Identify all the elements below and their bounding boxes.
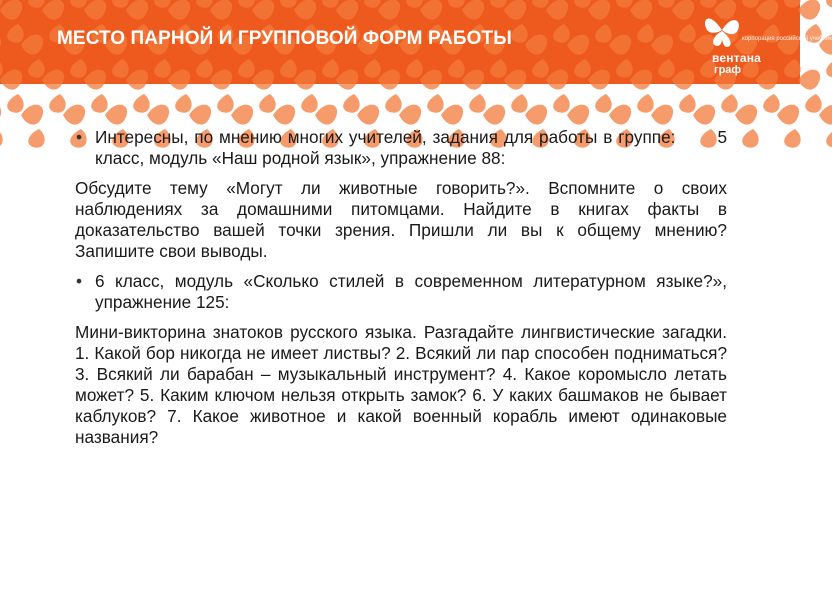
publisher-logo	[688, 6, 832, 82]
bullet-text: 6 класс, модуль «Сколько стилей в современном литературном языке?», упражнение 125:	[95, 271, 727, 312]
logo-small-text: корпорация российский учебник	[742, 36, 832, 42]
bullet-text-part1: Интересны, по мнению многих учителей, задания для работы в группе:	[95, 127, 676, 147]
slide-content	[75, 127, 727, 457]
slide-title: МЕСТО ПАРНОЙ И ГРУППОВОЙ ФОРМ РАБОТЫ	[57, 28, 512, 49]
bullet-text-part2: 5 класс, модуль «Наш родной язык», упражнение 88:	[95, 127, 727, 168]
slide-header	[0, 0, 832, 84]
bullet-dot: •	[76, 127, 83, 147]
logo-text-graf: граф	[714, 64, 742, 76]
bullet-item-group-tasks	[75, 127, 727, 169]
butterfly-logo-icon	[702, 10, 742, 50]
bullet-item-grade-6	[75, 271, 727, 313]
bullet-dot: •	[76, 271, 83, 291]
exercise-88-text: Обсудите тему «Могут ли животные говорить?». Вспомните о своих наблюдениях за домашними питомцами. Найдите в книгах факты в доказательство вашей точки зрения. Пришли ли вы к общему мнению? Запишите свои выводы.	[75, 178, 727, 261]
exercise-125-text: Мини-викторина знатоков русского языка. Разгадайте лингвистические загадки. 1. Какой бор никогда не имеет листвы? 2. Всякий ли пар способен подниматься? 3. Всякий ли барабан – музыкальный инструмент? 4. Какое коромысло летать может? 5. Каким ключом нельзя открыть замок? 6. У каких башмаков не бывает каблуков? 7. Какое животное и какой военный корабль имеют одинаковые названия?	[75, 322, 727, 447]
logo-text-ventana: вентана	[712, 51, 762, 65]
